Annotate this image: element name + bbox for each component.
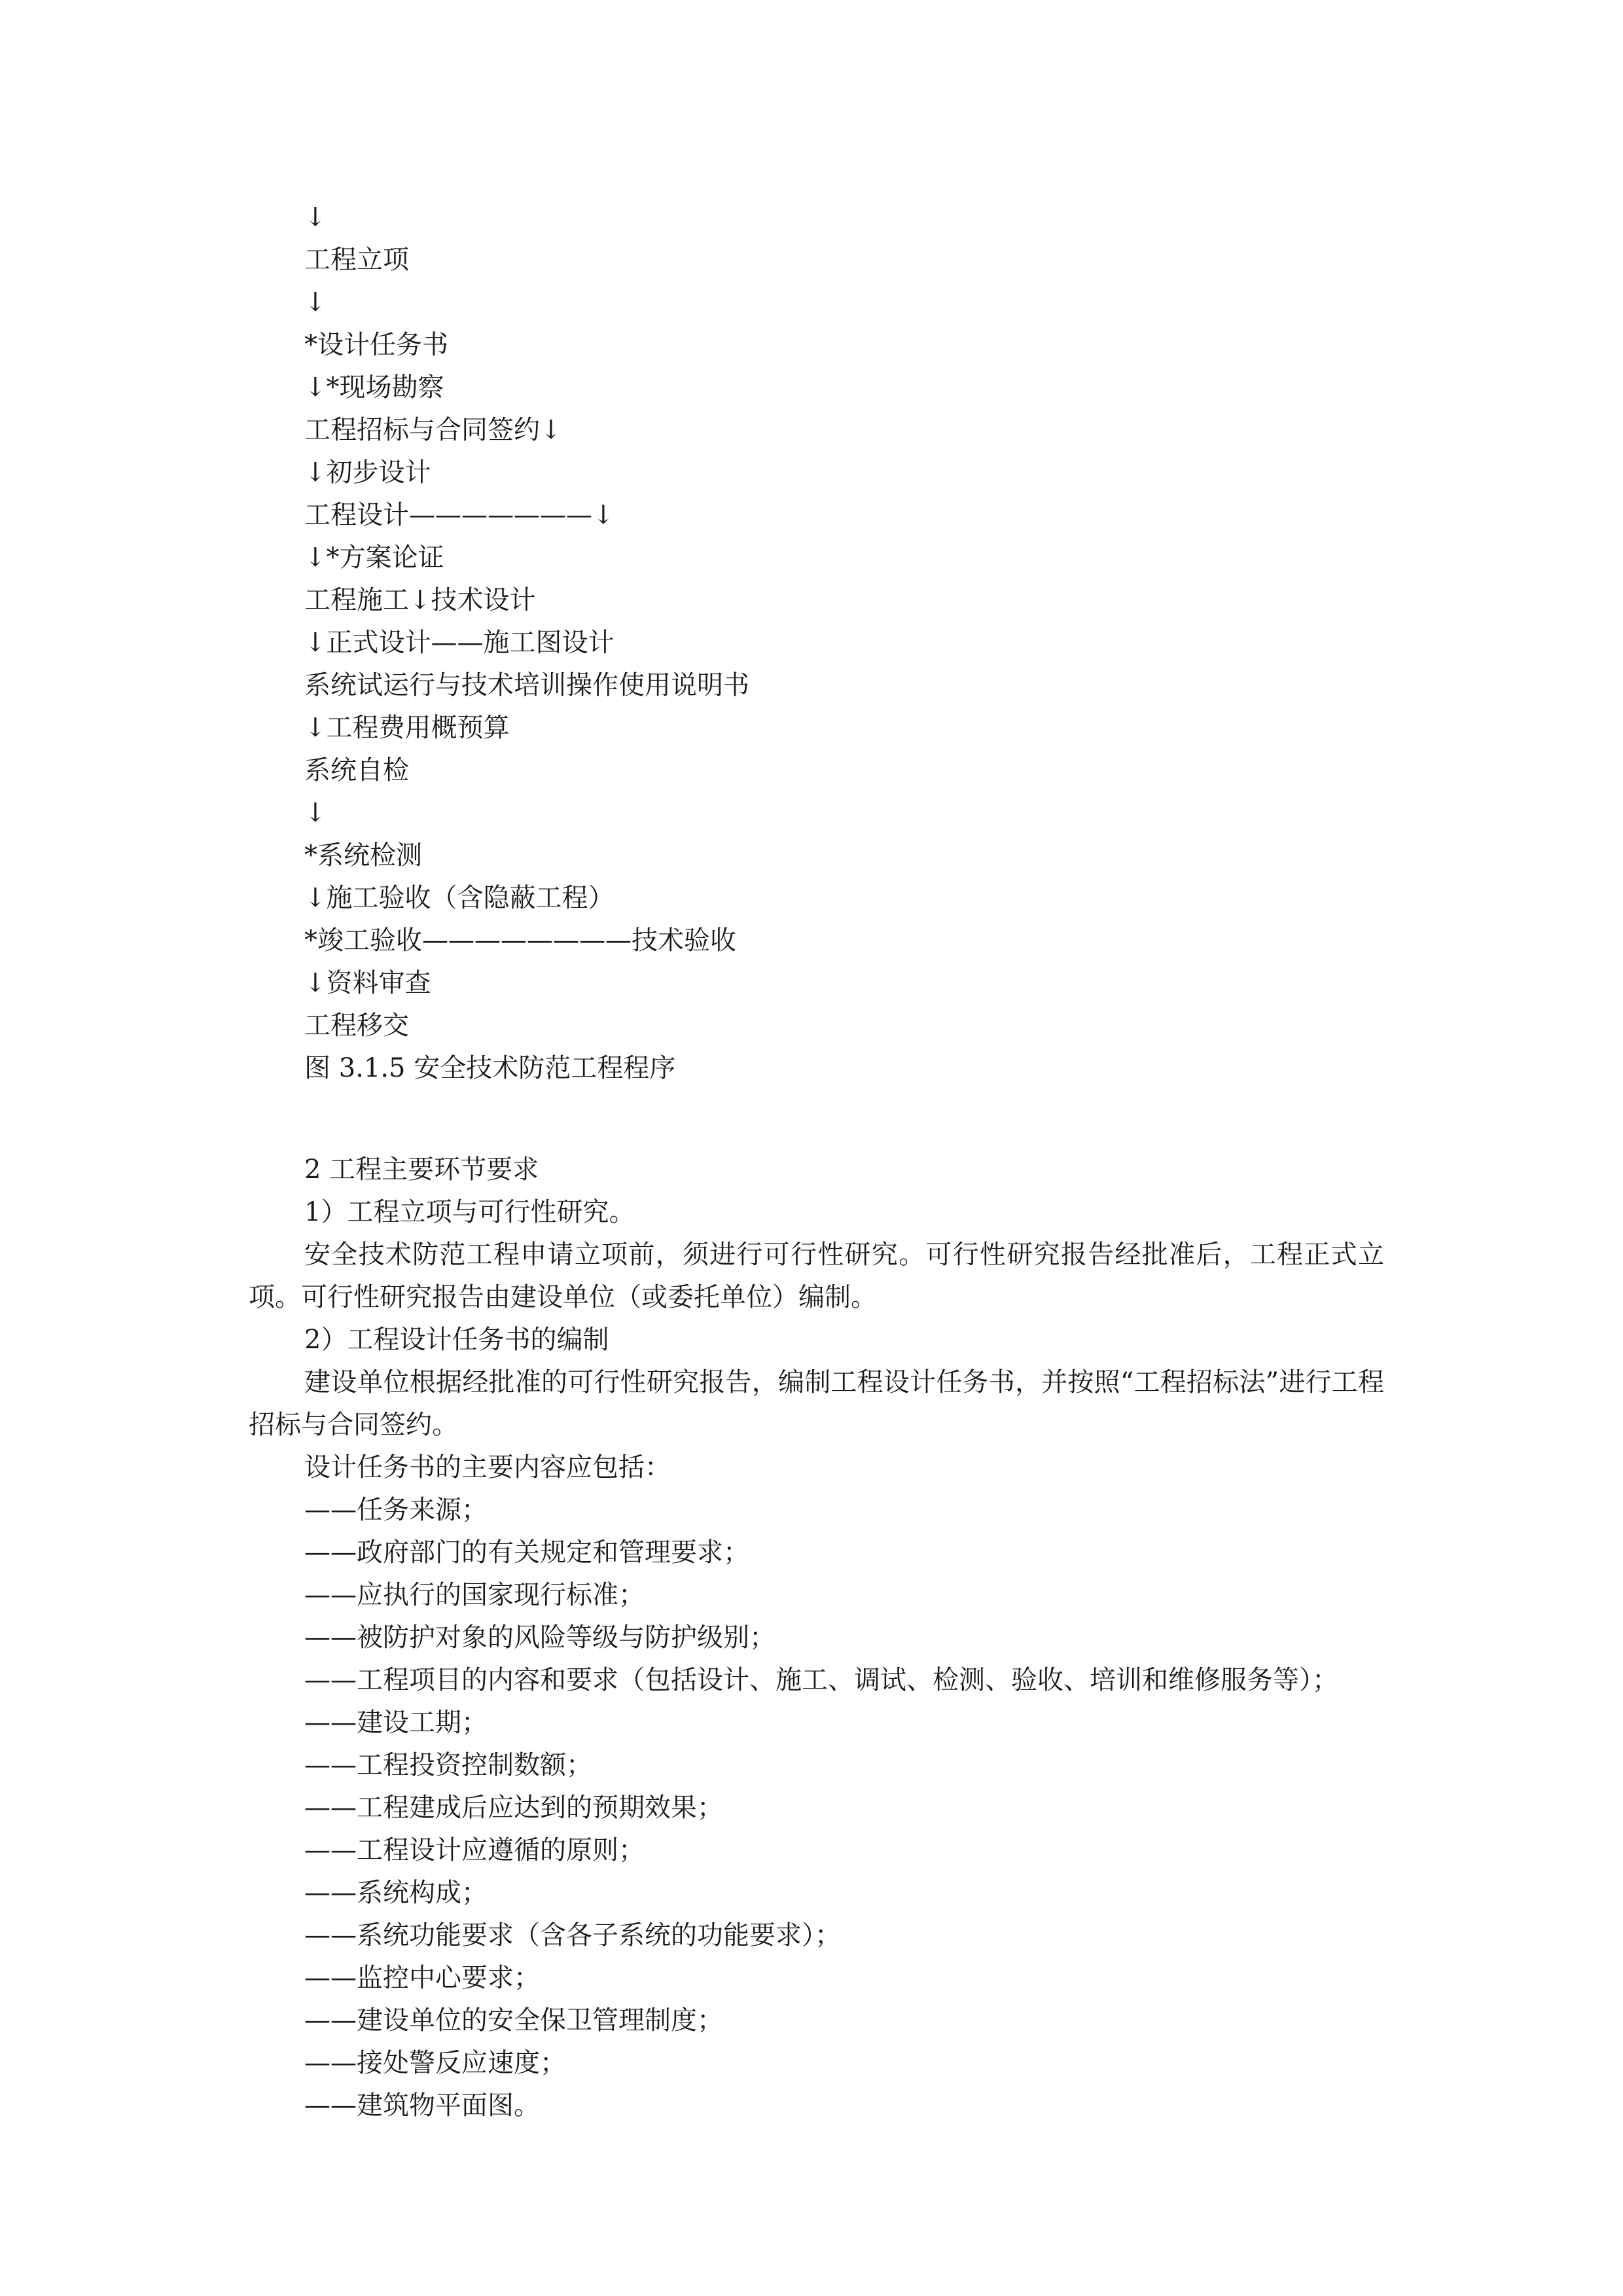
paragraph: 建设单位根据经批准的可行性研究报告，编制工程设计任务书，并按照“工程招标法”进行工程招标与合同签约。 bbox=[249, 1367, 1384, 1440]
list-item: ——任务来源； bbox=[304, 1495, 488, 1525]
list-item: ——系统构成； bbox=[304, 1878, 488, 1908]
flow-line: ↓施工验收（含隐蔽工程） bbox=[304, 883, 615, 913]
list-item: ——工程设计应遵循的原则； bbox=[304, 1835, 645, 1865]
flow-line: 工程立项 bbox=[304, 245, 409, 275]
list-item: ——建设工期； bbox=[304, 1708, 488, 1738]
flow-line: ↓*方案论证 bbox=[304, 543, 444, 573]
list-item: ——建设单位的安全保卫管理制度； bbox=[304, 2005, 723, 2036]
paragraph: 安全技术防范工程申请立项前，须进行可行性研究。可行性研究报告经批准后，工程正式立项。可行性研究报告由建设单位（或委托单位）编制。 bbox=[249, 1240, 1384, 1312]
subsection-title: 2）工程设计任务书的编制 bbox=[304, 1325, 609, 1355]
contents-intro: 设计任务书的主要内容应包括： bbox=[304, 1452, 671, 1482]
flow-line: 工程移交 bbox=[304, 1011, 409, 1041]
flow-line: 系统自检 bbox=[304, 755, 409, 785]
flow-line: *竣工验收————————技术验收 bbox=[304, 925, 736, 956]
flow-line: ↓正式设计——施工图设计 bbox=[304, 628, 615, 658]
list-item: ——建筑物平面图。 bbox=[304, 2090, 540, 2121]
list-item: ——政府部门的有关规定和管理要求； bbox=[304, 1537, 749, 1568]
flow-line: ↓ bbox=[304, 202, 327, 232]
list-item: ——被防护对象的风险等级与防护级别； bbox=[304, 1623, 776, 1653]
flow-line: ↓初步设计 bbox=[304, 457, 431, 488]
list-item: ——接处警反应速度； bbox=[304, 2048, 566, 2078]
flow-line: *设计任务书 bbox=[304, 330, 448, 360]
figure-caption: 图 3.1.5 安全技术防范工程程序 bbox=[304, 1053, 676, 1083]
flow-line: ↓资料审查 bbox=[304, 968, 431, 998]
list-item: ——工程建成后应达到的预期效果； bbox=[304, 1793, 723, 1823]
list-item: ——工程投资控制数额； bbox=[304, 1750, 592, 1780]
flow-line: ↓工程费用概预算 bbox=[304, 713, 510, 743]
section-heading: 2 工程主要环节要求 bbox=[304, 1155, 539, 1185]
flow-line: 工程招标与合同签约↓ bbox=[304, 415, 562, 445]
flow-line: *系统检测 bbox=[304, 840, 422, 870]
list-item: ——应执行的国家现行标准； bbox=[304, 1580, 645, 1610]
list-item: ——系统功能要求（含各子系统的功能要求）； bbox=[304, 1920, 841, 1950]
section-body bbox=[249, 1149, 1384, 2127]
list-item: ——工程项目的内容和要求（包括设计、施工、调试、检测、验收、培训和维修服务等）； bbox=[304, 1665, 1338, 1695]
procedure-flow bbox=[304, 196, 1417, 1090]
flow-line: 工程施工↓技术设计 bbox=[304, 585, 536, 615]
flow-line: ↓ bbox=[304, 798, 327, 828]
flow-line: 工程设计———————↓ bbox=[304, 500, 615, 530]
subsection-title: 1）工程立项与可行性研究。 bbox=[304, 1197, 635, 1227]
flow-line: 系统试运行与技术培训操作使用说明书 bbox=[304, 670, 749, 700]
flow-line: ↓ bbox=[304, 287, 327, 317]
flow-line: ↓*现场勘察 bbox=[304, 372, 444, 403]
list-item: ——监控中心要求； bbox=[304, 1963, 540, 1993]
